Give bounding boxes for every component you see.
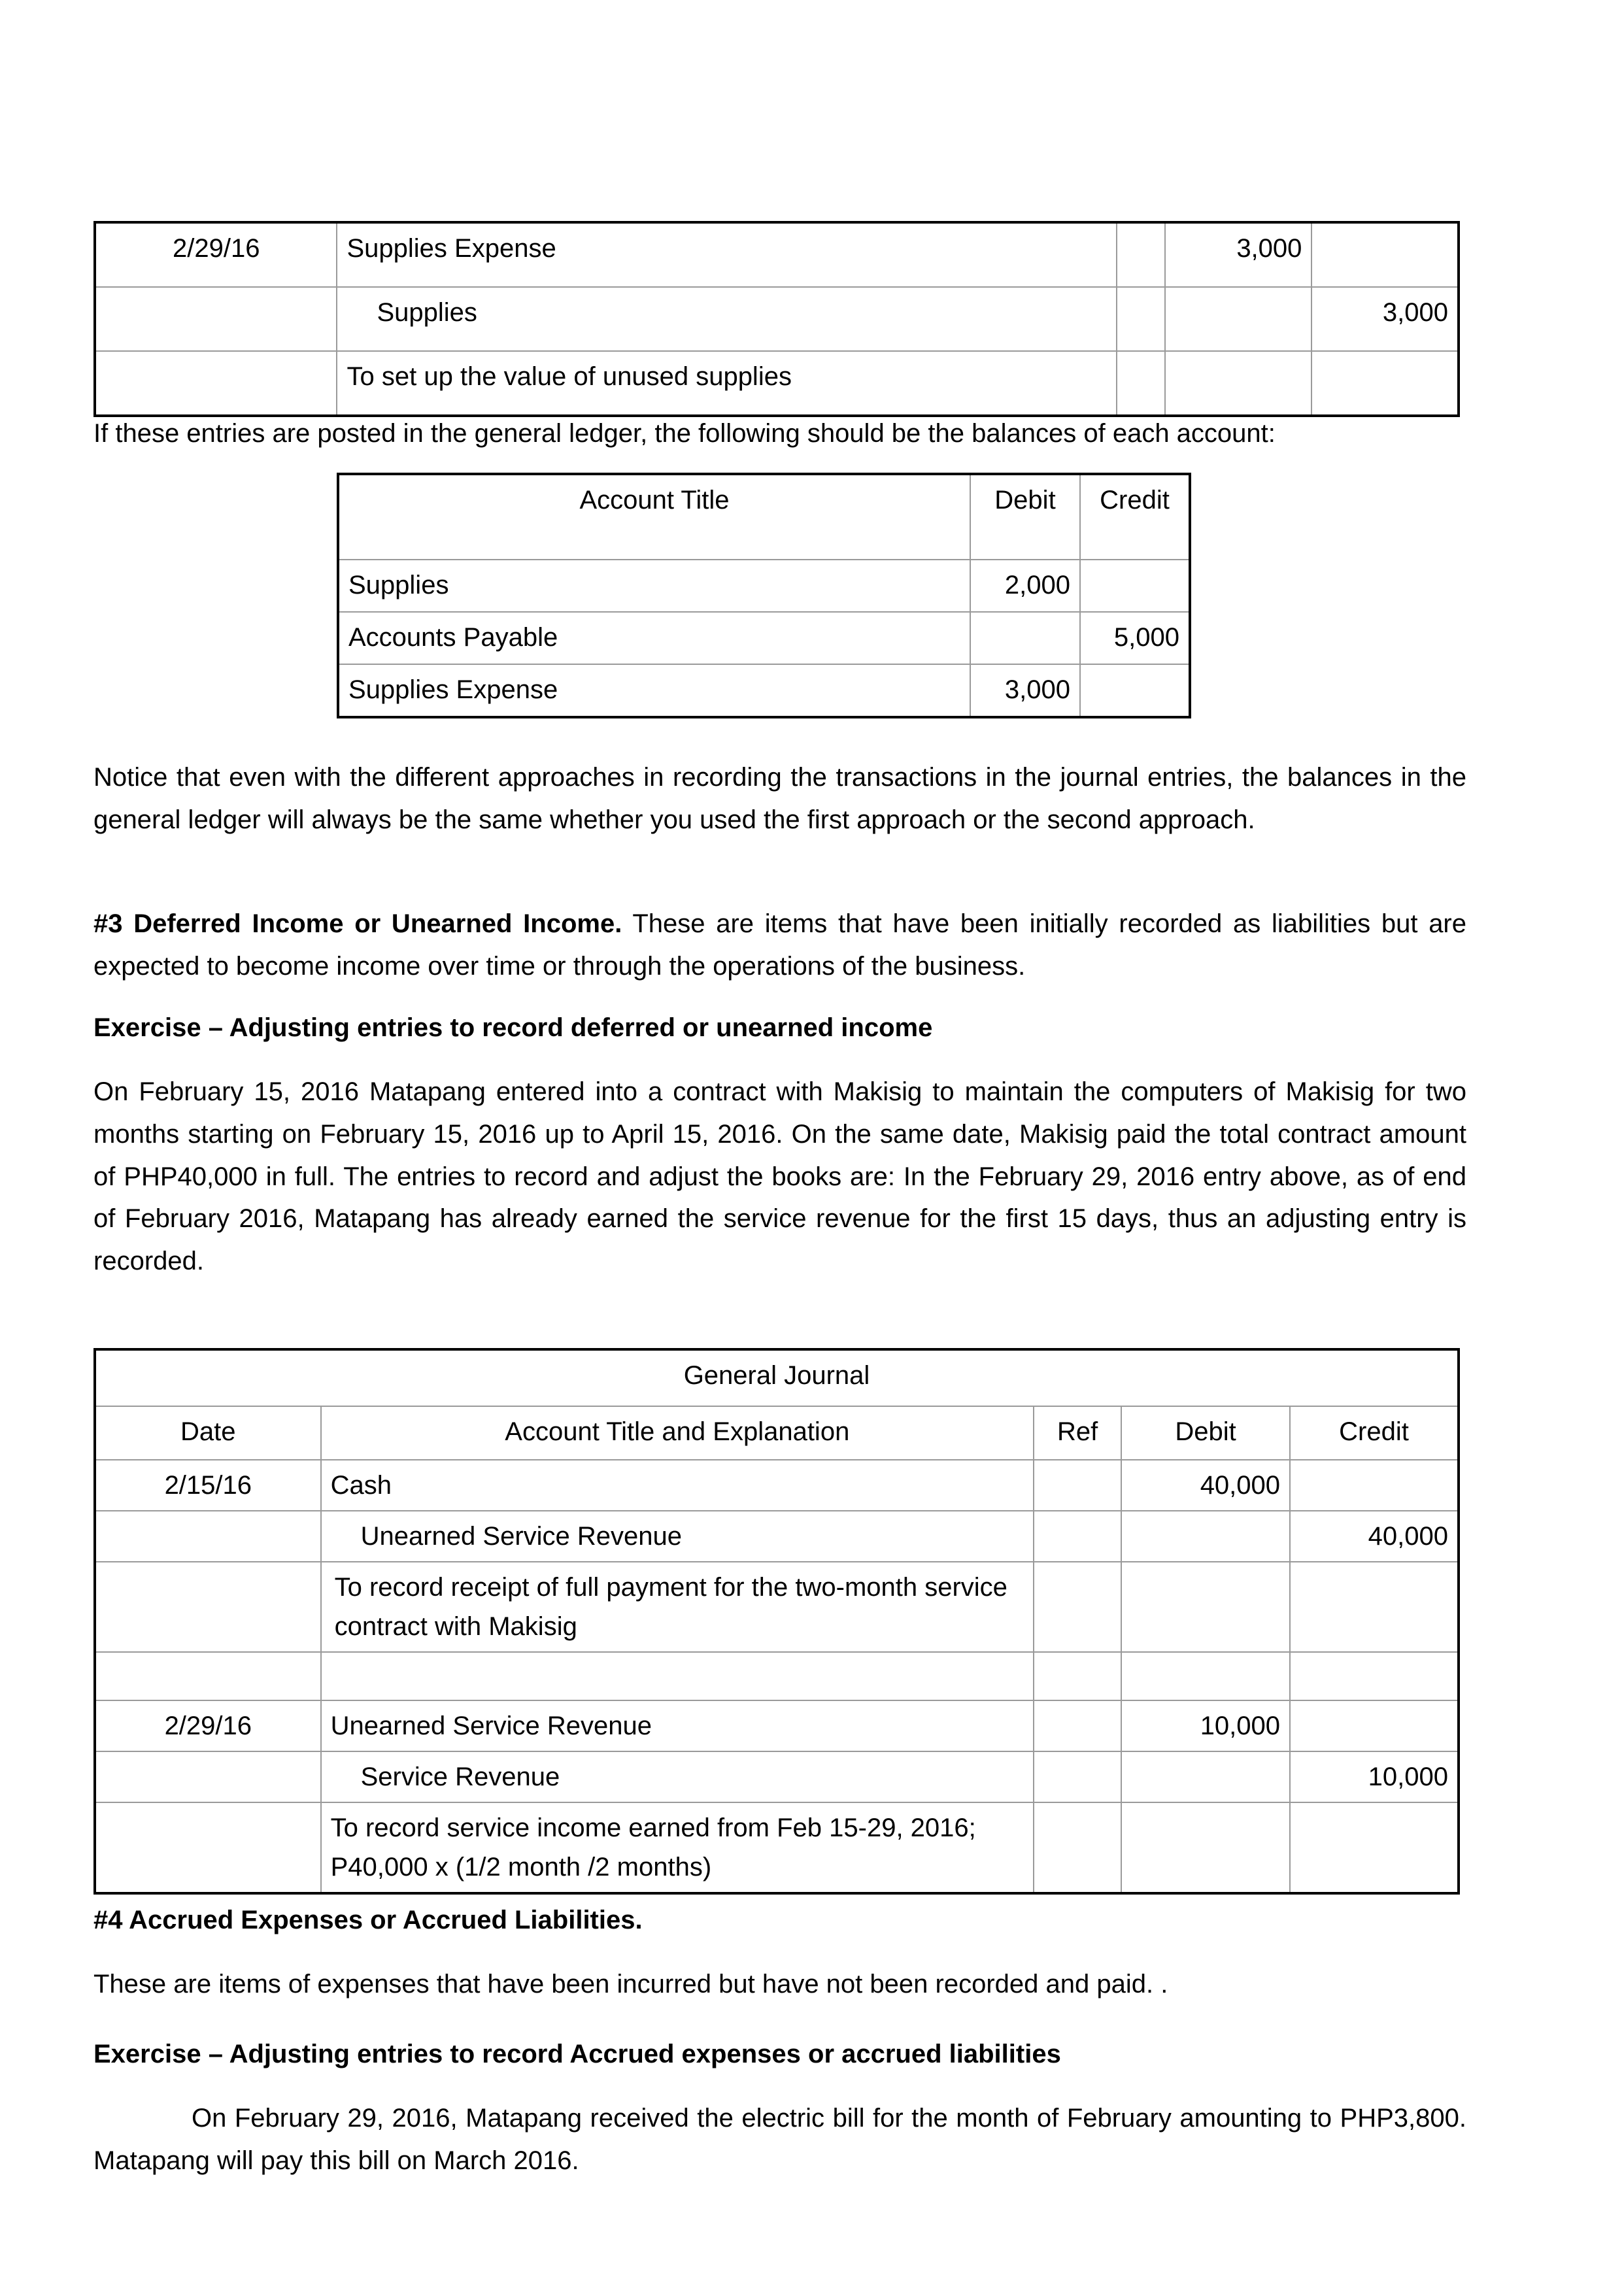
- table-row: [95, 351, 1459, 416]
- cell-account: Cash: [321, 1460, 1034, 1511]
- cell-account: Supplies: [338, 560, 970, 612]
- header-credit: Credit: [1080, 474, 1190, 560]
- cell-date: [95, 1511, 321, 1562]
- cell-ref: [1034, 1700, 1121, 1751]
- section3-paragraph: [93, 903, 1466, 988]
- cell-account: Unearned Service Revenue: [321, 1700, 1034, 1751]
- section3-heading: #3 Deferred Income or Unearned Income.: [93, 909, 622, 938]
- header-ref: Ref: [1034, 1406, 1121, 1460]
- cell-account: Supplies: [337, 287, 1116, 351]
- table-row: [338, 612, 1190, 664]
- cell-date: 2/15/16: [95, 1460, 321, 1511]
- cell-credit: [1080, 560, 1190, 612]
- cell-debit: [1121, 1511, 1290, 1562]
- cell-credit: [1311, 222, 1459, 287]
- cell-ref: [1117, 287, 1165, 351]
- table-row: [95, 1562, 1459, 1652]
- cell-date: [95, 287, 337, 351]
- cell-date: [95, 1802, 321, 1893]
- table-header-row: [338, 474, 1190, 560]
- table-row: [95, 287, 1459, 351]
- cell-date: [95, 351, 337, 416]
- cell-debit: [1121, 1652, 1290, 1700]
- section3-scenario: On February 15, 2016 Matapang entered into a contract with Makisig to maintain the computers of Makisig for two months starting on February 15, 2016 up to April 15, 2016. On the same date, Makisig paid the total contract amount of PHP40,000 in full. The entries to record and adjust the books are: In the February 29, 2016 entry above, as of end of February 2016, Matapang has already earned the service revenue for the first 15 days, thus an adjusting entry is recorded.: [93, 1077, 1466, 1276]
- cell-date: [95, 1652, 321, 1700]
- table-row: [338, 560, 1190, 612]
- table-row: [95, 1511, 1459, 1562]
- cell-ref: [1117, 351, 1165, 416]
- header-account-title-explanation: Account Title and Explanation: [321, 1406, 1034, 1460]
- cell-account: Supplies Expense: [338, 664, 970, 717]
- cell-credit: [1290, 1802, 1459, 1893]
- cell-debit: 40,000: [1121, 1460, 1290, 1511]
- header-account-title: Account Title: [338, 474, 970, 560]
- section4-exercise-heading: Exercise – Adjusting entries to record Accrued expenses or accrued liabilities: [93, 2040, 1061, 2068]
- cell-debit: 10,000: [1121, 1700, 1290, 1751]
- section3-body: These are items that have been initially recorded as liabilities but are expected to become income over time or through the operations of the business.: [93, 909, 1466, 981]
- table-row: [95, 1802, 1459, 1893]
- cell-ref: [1034, 1460, 1121, 1511]
- cell-debit: [1121, 1751, 1290, 1802]
- cell-ref: [1034, 1751, 1121, 1802]
- cell-account: Accounts Payable: [338, 612, 970, 664]
- header-debit: Debit: [970, 474, 1080, 560]
- cell-debit: [1165, 287, 1312, 351]
- header-credit: Credit: [1290, 1406, 1459, 1460]
- table-row: [95, 1751, 1459, 1802]
- cell-credit: 3,000: [1311, 287, 1459, 351]
- cell-debit: [1165, 351, 1312, 416]
- cell-account: To record receipt of full payment for the two-month service contract with Makisig: [321, 1562, 1034, 1652]
- cell-credit: [1290, 1562, 1459, 1652]
- section4-scenario: On February 29, 2016, Matapang received the electric bill for the month of February amounting to PHP3,800. Matapang will pay this bill on March 2016.: [93, 2104, 1466, 2175]
- cell-debit: 3,000: [1165, 222, 1312, 287]
- cell-credit: [1080, 664, 1190, 717]
- cell-credit: [1290, 1700, 1459, 1751]
- cell-ref: [1034, 1802, 1121, 1893]
- cell-ref: [1034, 1562, 1121, 1652]
- cell-debit: 3,000: [970, 664, 1080, 717]
- cell-date: 2/29/16: [95, 1700, 321, 1751]
- cell-credit: [1290, 1460, 1459, 1511]
- intro-line: If these entries are posted in the general ledger, the following should be the balances of each account:: [93, 419, 1276, 448]
- table-row: [95, 222, 1459, 287]
- section4-body: These are items of expenses that have been incurred but have not been recorded and paid. .: [93, 1970, 1168, 1999]
- cell-debit: [970, 612, 1080, 664]
- header-date: Date: [95, 1406, 321, 1460]
- cell-credit: 10,000: [1290, 1751, 1459, 1802]
- cell-debit: [1121, 1562, 1290, 1652]
- cell-credit: 5,000: [1080, 612, 1190, 664]
- cell-account: [321, 1652, 1034, 1700]
- cell-ref: [1117, 222, 1165, 287]
- table-row: [338, 664, 1190, 717]
- table-row: [95, 1460, 1459, 1511]
- notice-paragraph: Notice that even with the different approaches in recording the transactions in the journal entries, the balances in the general ledger will always be the same whether you used the first approach or the second approach.: [93, 763, 1466, 834]
- cell-ref: [1034, 1511, 1121, 1562]
- cell-account: To set up the value of unused supplies: [337, 351, 1116, 416]
- cell-account: Service Revenue: [321, 1751, 1034, 1802]
- cell-credit: 40,000: [1290, 1511, 1459, 1562]
- section4-heading: #4 Accrued Expenses or Accrued Liabilities.: [93, 1906, 643, 1934]
- cell-date: [95, 1751, 321, 1802]
- account-balances-table: [337, 473, 1191, 718]
- cell-account: Unearned Service Revenue: [321, 1511, 1034, 1562]
- table-row: [95, 1700, 1459, 1751]
- table-row: [95, 1652, 1459, 1700]
- general-journal-title: General Journal: [95, 1349, 1459, 1406]
- section3-exercise-heading: Exercise – Adjusting entries to record deferred or unearned income: [93, 1013, 933, 1042]
- cell-account: To record service income earned from Feb 15-29, 2016; P40,000 x (1/2 month /2 months): [321, 1802, 1034, 1893]
- general-journal-table: [93, 1348, 1460, 1895]
- cell-account: Supplies Expense: [337, 222, 1116, 287]
- cell-credit: [1311, 351, 1459, 416]
- cell-credit: [1290, 1652, 1459, 1700]
- cell-debit: 2,000: [970, 560, 1080, 612]
- table-header-row: [95, 1406, 1459, 1460]
- cell-ref: [1034, 1652, 1121, 1700]
- supplies-adjusting-entry-table: [93, 221, 1460, 417]
- cell-date: [95, 1562, 321, 1652]
- table-title-row: [95, 1349, 1459, 1406]
- cell-debit: [1121, 1802, 1290, 1893]
- header-debit: Debit: [1121, 1406, 1290, 1460]
- cell-date: 2/29/16: [95, 222, 337, 287]
